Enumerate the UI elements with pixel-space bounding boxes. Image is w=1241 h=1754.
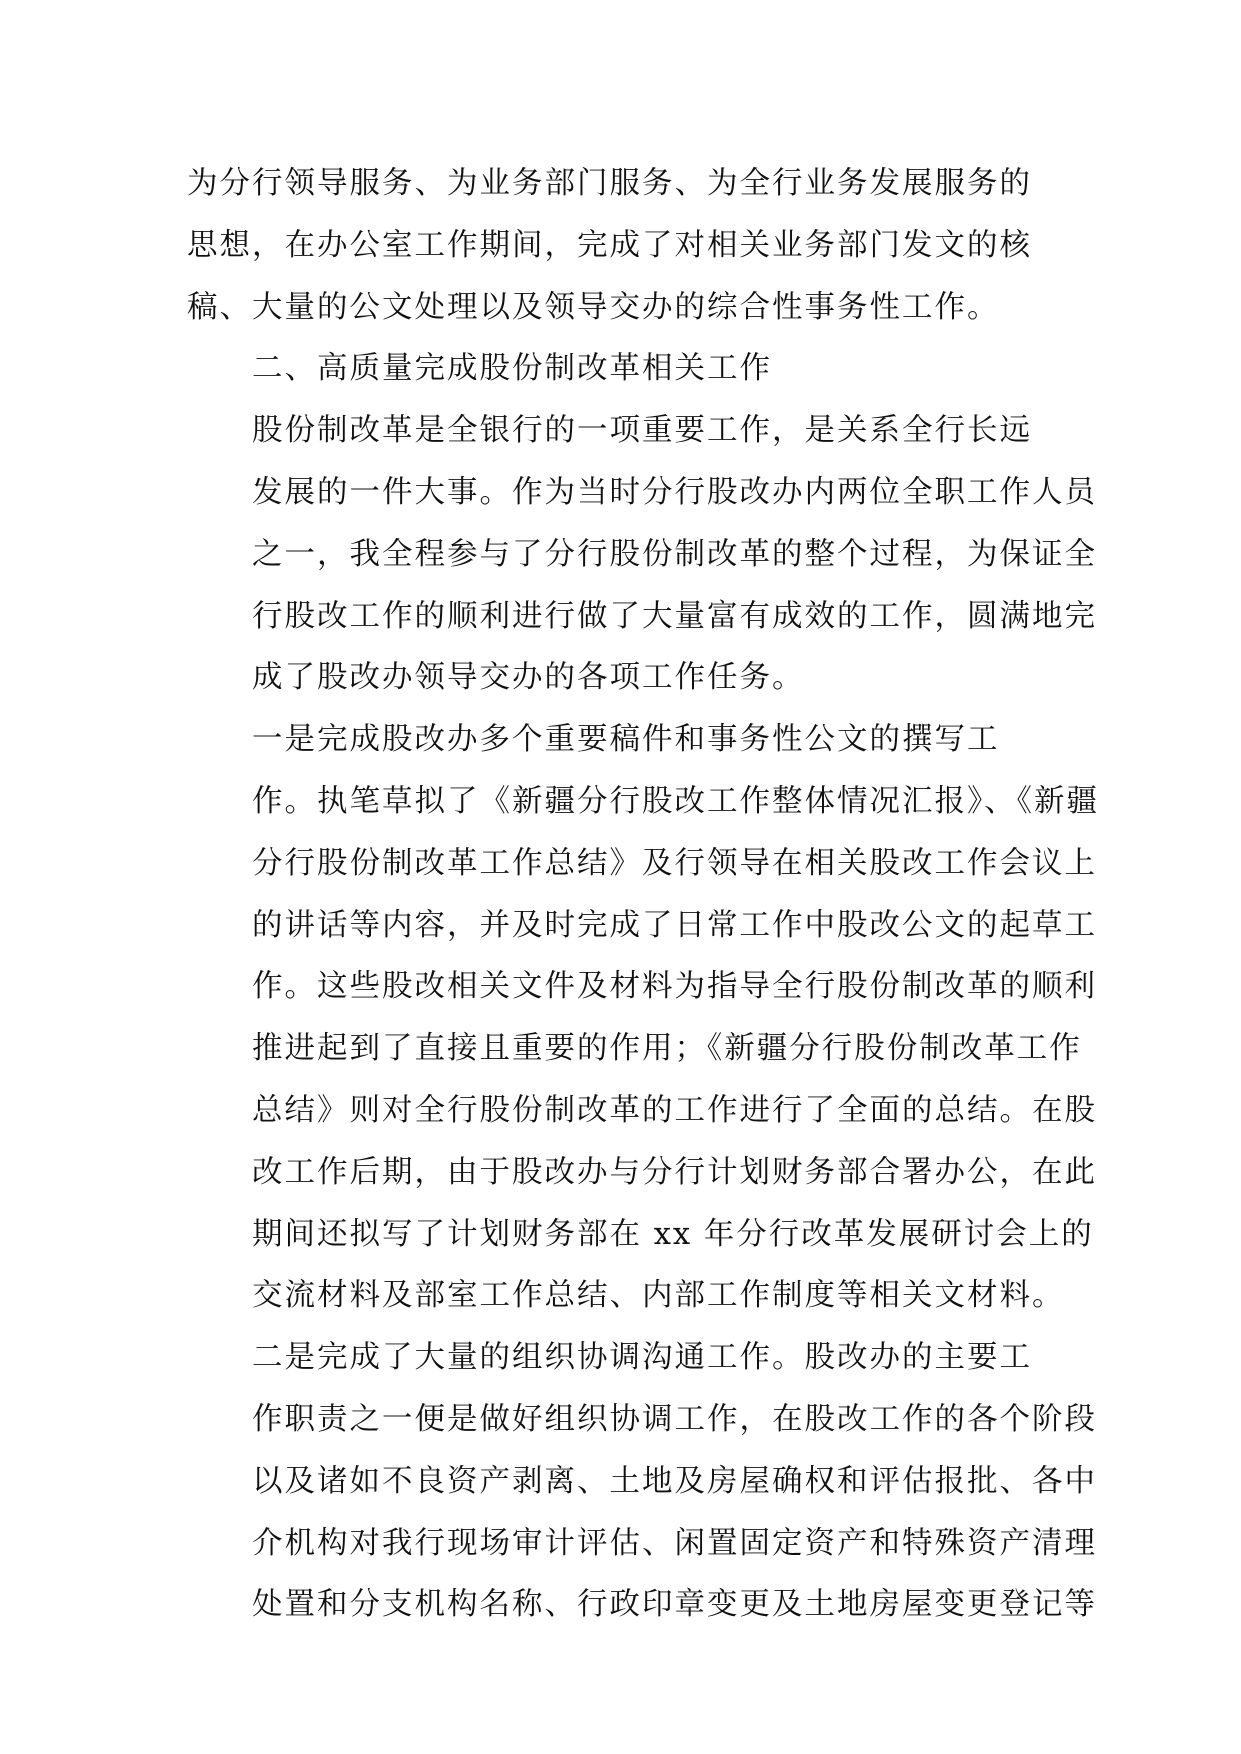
heading-line: 二、高质量完成股份制改革相关工作 [252, 351, 772, 387]
text-line: 股份制改革是全银行的一项重要工作，是关系全行长远 [252, 413, 1032, 449]
text-line: 交流材料及部室工作总结、内部工作制度等相关文材料。 [252, 1278, 1065, 1314]
text-line: 之一，我全程参与了分行股份制改革的整个过程，为保证全 [252, 536, 1097, 572]
paragraph [187, 400, 1097, 709]
paragraph [187, 1327, 1097, 1636]
text-line: 推进起到了直接且重要的作用；《新疆分行股份制改革工作 [252, 1031, 1082, 1067]
text-line: 发展的一件大事。作为当时分行股改办内两位全职工作人员 [252, 474, 1097, 510]
text-line: 处置和分支机构名称、行政印章变更及土地房屋变更登记等 [252, 1587, 1097, 1623]
text-line: 介机构对我行现场审计评估、闲置固定资产和特殊资产清理 [252, 1525, 1097, 1561]
paragraph [187, 153, 1055, 338]
text-line: 稿、大量的公文处理以及领导交办的综合性事务性工作。 [187, 289, 1000, 325]
text-line: 期间还拟写了计划财务部在 xx 年分行改革发展研讨会上的 [252, 1216, 1094, 1252]
text-line: 的讲话等内容，并及时完成了日常工作中股改公文的起草工 [252, 907, 1097, 943]
text-line: 总结》则对全行股份制改革的工作进行了全面的总结。在股 [252, 1092, 1097, 1128]
text-line: 作职责之一便是做好组织协调工作，在股改工作的各个阶段 [252, 1401, 1097, 1437]
section-heading [187, 338, 1055, 400]
text-line: 作。执笔草拟了《新疆分行股改工作整体情况汇报》、《新疆 [252, 783, 1099, 819]
text-line: 思想，在办公室工作期间，完成了对相关业务部门发文的核 [187, 227, 1032, 263]
text-line: 行股改工作的顺利进行做了大量富有成效的工作，圆满地完 [252, 598, 1097, 634]
text-line: 为分行领导服务、为业务部门服务、为全行业务发展服务的 [187, 166, 1032, 201]
paragraph [187, 709, 1099, 1327]
text-line: 二是完成了大量的组织协调沟通工作。股改办的主要工 [252, 1340, 1032, 1376]
text-line: 分行股份制改革工作总结》及行领导在相关股改工作会议上 [252, 845, 1097, 881]
document-body [187, 153, 1099, 1636]
text-line: 改工作后期，由于股改办与分行计划财务部合署办公，在此 [252, 1154, 1097, 1190]
text-line: 以及诸如不良资产剥离、土地及房屋确权和评估报批、各中 [252, 1463, 1097, 1499]
text-line: 作。这些股改相关文件及材料为指导全行股份制改革的顺利 [252, 969, 1097, 1005]
text-line: 一是完成股改办多个重要稿件和事务性公文的撰写工 [252, 722, 1000, 758]
text-line: 成了股改办领导交办的各项工作任务。 [252, 660, 805, 696]
